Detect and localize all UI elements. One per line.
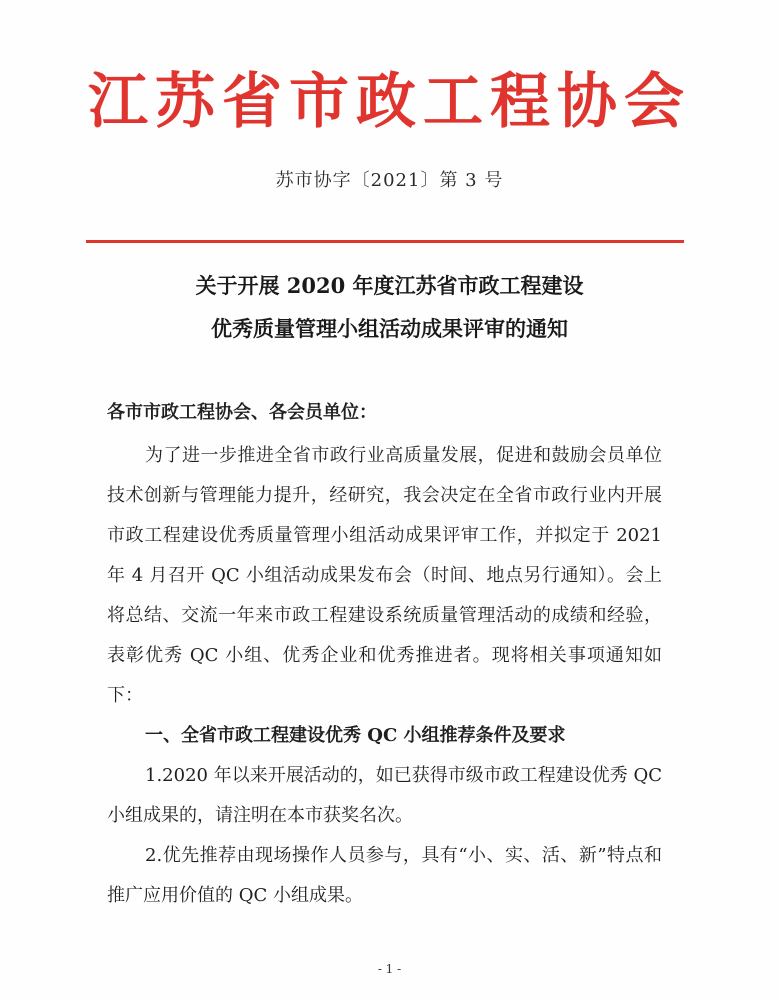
list-item-1: 1.2020 年以来开展活动的，如已获得市级市政工程建设优秀 QC 小组成果的，请注明在本市获奖名次。 (107, 765, 662, 826)
document-title-line-2: 优秀质量管理小组活动成果评审的通知 (211, 316, 568, 341)
intro-paragraph: 为了进一步推进全省市政行业高质量发展，促进和鼓励会员单位技术创新与管理能力提升，经研究，我会决定在全省市政行业内开展市政工程建设优秀质量管理小组活动成果评审工作，并拟定于 2021 年 4 月召开 QC 小组活动成果发布会（时间、地点另行通知）。会上将总结、交流一年来市政工程建设系统质量管理活动的成绩和经验，表彰优秀 QC 小组、优秀企业和优秀推进者。现将相关事项通知如下： (107, 445, 662, 706)
document-body (107, 436, 662, 916)
list-item-2: 2.优先推荐由现场操作人员参与，具有“小、实、活、新”特点和推广应用价值的 QC 小组成果。 (107, 845, 662, 906)
page-number: - 1 - (377, 962, 402, 976)
document-title-line-1: 关于开展 2020 年度江苏省市政工程建设 (195, 273, 584, 298)
salutation: 各市市政工程协会、各会员单位： (107, 402, 377, 423)
red-divider-line (86, 240, 684, 243)
section-heading-1: 一、全省市政工程建设优秀 QC 小组推荐条件及要求 (145, 725, 566, 746)
organization-masthead: 江苏省市政工程协会 (88, 67, 691, 137)
document-number: 苏市协字〔2021〕第 3 号 (275, 170, 504, 191)
